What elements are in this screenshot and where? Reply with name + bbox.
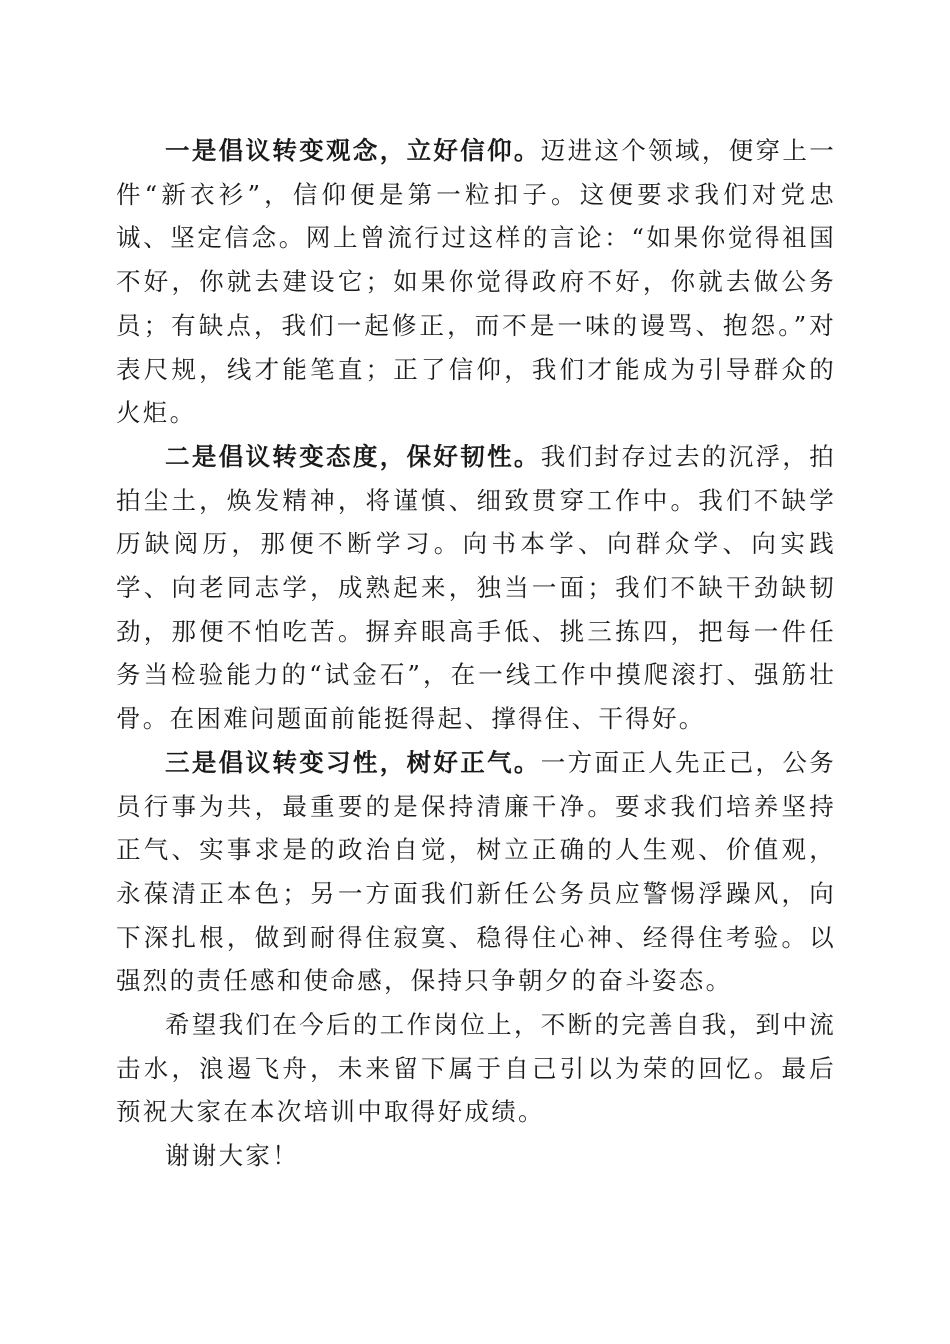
document-body (116, 129, 836, 1178)
paragraph-text: 希望我们在今后的工作岗位上，不断的完善自我，到中流击水，浪遏飞舟，未来留下属于自己引以为荣的回忆。最后预祝大家在本次培训中取得好成绩。 (116, 1010, 836, 1127)
paragraph-closing-wish (116, 1003, 836, 1134)
paragraph-heading: 二是倡议转变态度，保好韧性。 (165, 441, 541, 471)
paragraph-text: 谢谢大家！ (165, 1141, 299, 1171)
paragraph-habit (116, 741, 836, 1003)
paragraph-belief (116, 129, 836, 435)
paragraph-text: 一方面正人先正己，公务员行事为共，最重要的是保持清廉干净。要求我们培养坚持正气、实事求是的政治自觉，树立正确的人生观、价值观，永葆清正本色；另一方面我们新任公务员应警惕浮躁风，向下深扎根，做到耐得住寂寞、稳得住心神、经得住考验。以强烈的责任感和使命感，保持只争朝夕的奋斗姿态。 (116, 747, 836, 996)
paragraph-attitude (116, 435, 836, 741)
paragraph-text: 我们封存过去的沉浮，拍拍尘土，焕发精神，将谨慎、细致贯穿工作中。我们不缺学历缺阅历，那便不断学习。向书本学、向群众学、向实践学、向老同志学，成熟起来，独当一面；我们不缺干劲缺韧劲，那便不怕吃苦。摒弃眼高手低、挑三拣四，把每一件任务当检验能力的“试金石”，在一线工作中摸爬滚打、强筋壮骨。在困难问题面前能挺得起、撑得住、干得好。 (116, 441, 836, 734)
paragraph-heading: 三是倡议转变习性，树好正气。 (165, 747, 541, 777)
paragraph-text: 迈进这个领域，便穿上一件“新衣衫”，信仰便是第一粒扣子。这便要求我们对党忠诚、坚定信念。网上曾流行过这样的言论：“如果你觉得祖国不好，你就去建设它；如果你觉得政府不好，你就去做公务员；有缺点，我们一起修正，而不是一味的谩骂、抱怨。”对表尺规，线才能笔直；正了信仰，我们才能成为引导群众的火炬。 (116, 136, 836, 428)
paragraph-heading: 一是倡议转变观念，立好信仰。 (165, 136, 541, 165)
paragraph-thanks (116, 1134, 836, 1178)
